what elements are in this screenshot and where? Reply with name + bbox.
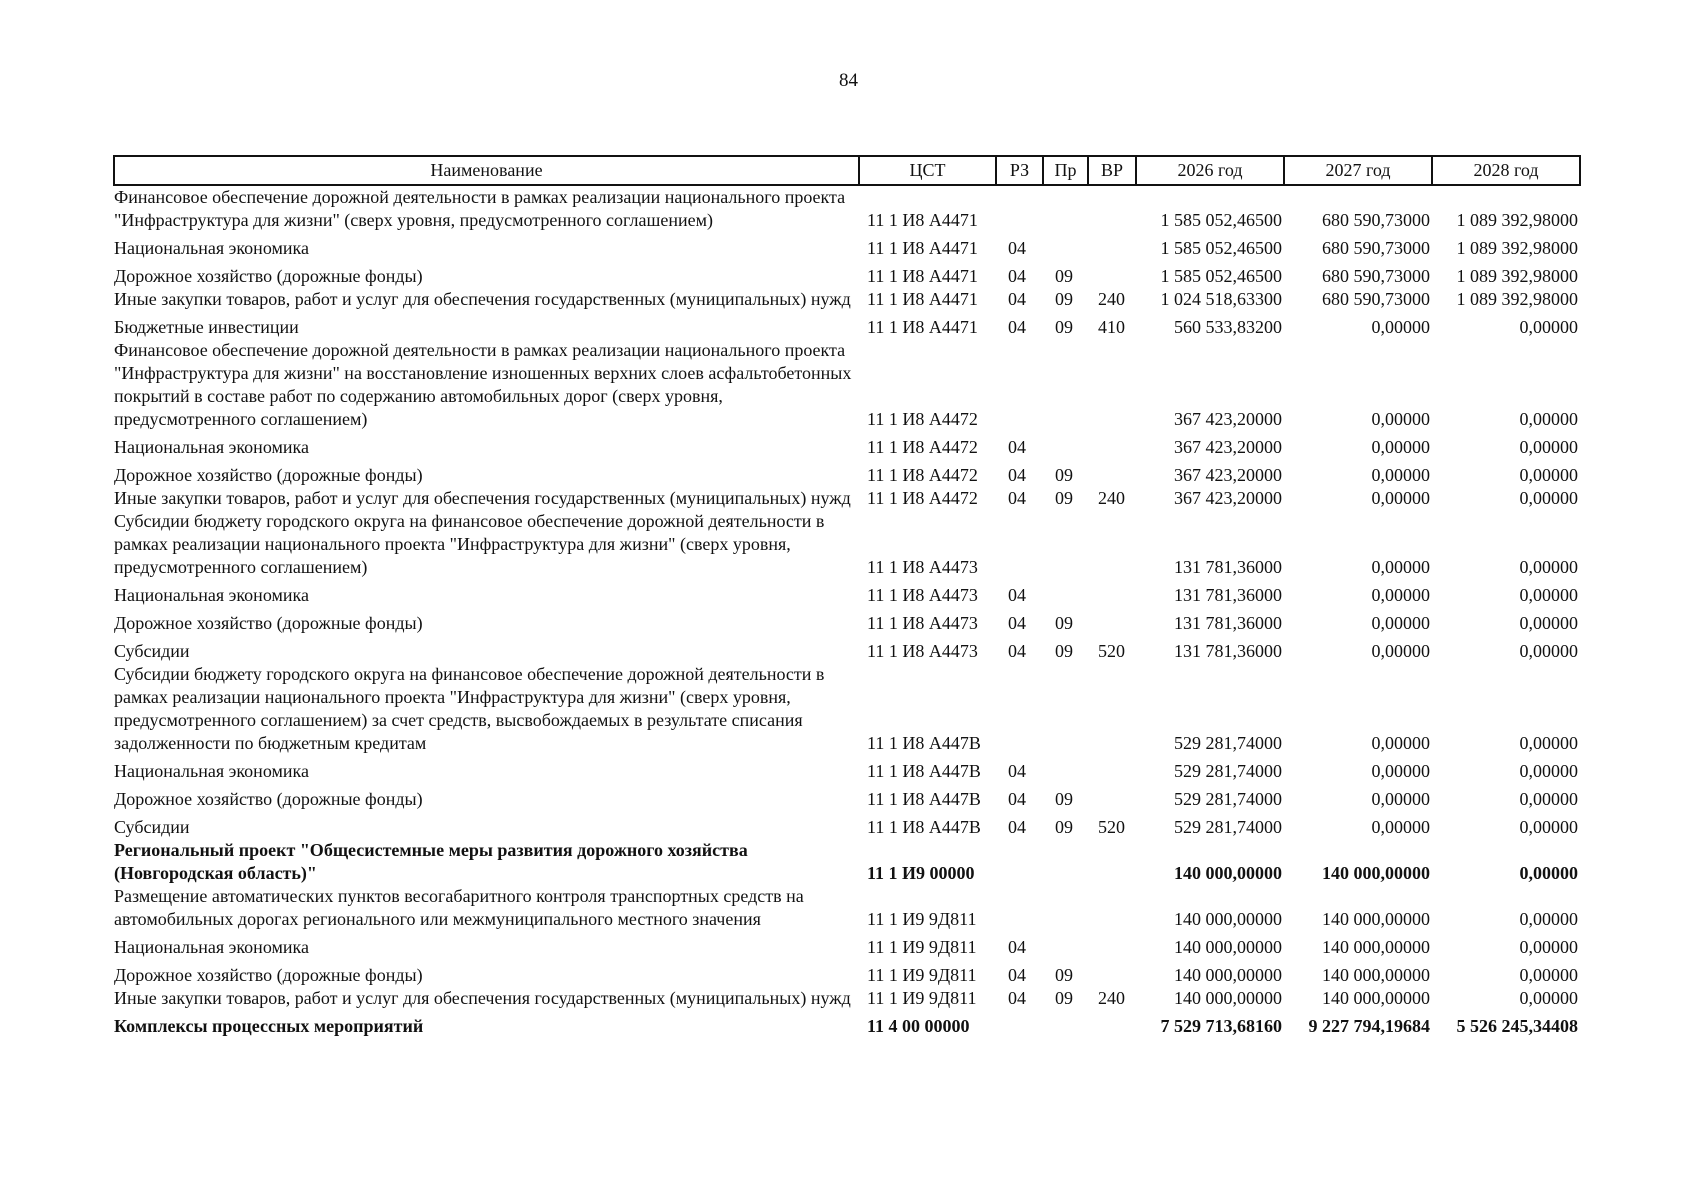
cell-name: Дорожное хозяйство (дорожные фонды) bbox=[114, 965, 423, 985]
cell-name: Бюджетные инвестиции bbox=[114, 317, 299, 337]
cell-name: Субсидии бюджету городского округа на финансовое обеспечение дорожной деятельности в рамках реализации национального проекта "Инфраструктура для жизни" (сверх уровня, предусмотренного соглашением) за счет средств, высвобождаемых в результате списания задолженности по бюджетным кредитам bbox=[114, 664, 825, 753]
header-rz: РЗ bbox=[996, 156, 1043, 185]
table-row bbox=[114, 839, 1580, 885]
cell-vr bbox=[1088, 510, 1136, 579]
cell-2026: 131 781,36000 bbox=[1174, 585, 1282, 605]
cell-2027: 0,00000 bbox=[1371, 488, 1430, 508]
table-body bbox=[114, 185, 1580, 1038]
cell-pr bbox=[1043, 663, 1088, 755]
cell-rz bbox=[996, 185, 1043, 232]
cell-rz bbox=[996, 663, 1043, 755]
cell-2027: 140 000,00000 bbox=[1322, 988, 1430, 1008]
cell-2027: 9 227 794,19684 bbox=[1308, 1016, 1430, 1036]
cell-2026: 529 281,74000 bbox=[1174, 733, 1282, 753]
cell-vr: 240 bbox=[1098, 289, 1125, 309]
cell-vr bbox=[1088, 185, 1136, 232]
table-row bbox=[114, 510, 1580, 579]
cell-pr: 09 bbox=[1055, 488, 1073, 508]
cell-2027: 0,00000 bbox=[1371, 585, 1430, 605]
table-row bbox=[114, 959, 1580, 987]
cell-pr bbox=[1043, 931, 1088, 959]
cell-rz: 04 bbox=[1008, 613, 1026, 633]
cell-2027: 0,00000 bbox=[1371, 733, 1430, 753]
cell-rz: 04 bbox=[1008, 488, 1026, 508]
table-row bbox=[114, 311, 1580, 339]
cell-2028: 0,00000 bbox=[1519, 488, 1578, 508]
header-name: Наименование bbox=[114, 156, 859, 185]
cell-vr bbox=[1088, 607, 1136, 635]
cell-cst: 11 1 И8 А4473 bbox=[867, 557, 978, 577]
cell-2027: 0,00000 bbox=[1371, 465, 1430, 485]
cell-name: Дорожное хозяйство (дорожные фонды) bbox=[114, 465, 423, 485]
cell-pr bbox=[1043, 185, 1088, 232]
cell-2026: 131 781,36000 bbox=[1174, 641, 1282, 661]
table-row bbox=[114, 579, 1580, 607]
cell-2028: 0,00000 bbox=[1519, 557, 1578, 577]
cell-rz: 04 bbox=[1008, 465, 1026, 485]
cell-rz: 04 bbox=[1008, 585, 1026, 605]
cell-2026: 140 000,00000 bbox=[1174, 988, 1282, 1008]
table-row bbox=[114, 663, 1580, 755]
cell-2026: 1 585 052,46500 bbox=[1160, 238, 1282, 258]
cell-cst: 11 1 И8 А4473 bbox=[867, 613, 978, 633]
cell-2028: 0,00000 bbox=[1519, 317, 1578, 337]
cell-2026: 367 423,20000 bbox=[1174, 437, 1282, 457]
cell-vr bbox=[1088, 579, 1136, 607]
cell-vr bbox=[1088, 459, 1136, 487]
cell-2026: 529 281,74000 bbox=[1174, 761, 1282, 781]
cell-pr bbox=[1043, 510, 1088, 579]
cell-cst: 11 1 И8 А4472 bbox=[867, 409, 978, 429]
cell-name: Дорожное хозяйство (дорожные фонды) bbox=[114, 789, 423, 809]
cell-2028: 5 526 245,34408 bbox=[1456, 1016, 1578, 1036]
cell-name: Иные закупки товаров, работ и услуг для обеспечения государственных (муниципальных) нужд bbox=[114, 488, 851, 508]
cell-2027: 680 590,73000 bbox=[1322, 266, 1430, 286]
cell-rz: 04 bbox=[1008, 437, 1026, 457]
cell-rz: 04 bbox=[1008, 965, 1026, 985]
cell-pr bbox=[1043, 1010, 1088, 1038]
cell-cst: 11 1 И9 9Д811 bbox=[867, 937, 977, 957]
cell-2026: 140 000,00000 bbox=[1174, 965, 1282, 985]
cell-name: Иные закупки товаров, работ и услуг для обеспечения государственных (муниципальных) нужд bbox=[114, 289, 851, 309]
cell-2027: 680 590,73000 bbox=[1322, 238, 1430, 258]
cell-pr: 09 bbox=[1055, 988, 1073, 1008]
cell-pr bbox=[1043, 885, 1088, 931]
cell-vr: 520 bbox=[1098, 641, 1125, 661]
cell-vr bbox=[1088, 232, 1136, 260]
cell-name: Финансовое обеспечение дорожной деятельности в рамках реализации национального проекта "Инфраструктура для жизни" на восстановление изношенных верхних слоев асфальтобетонных покрытий в составе работ по содержанию автомобильных дорог (сверх уровня, предусмотренного соглашением) bbox=[114, 340, 852, 429]
cell-2027: 680 590,73000 bbox=[1322, 210, 1430, 230]
cell-name: Субсидии bbox=[114, 641, 190, 661]
cell-cst: 11 1 И8 А4473 bbox=[867, 585, 978, 605]
cell-pr bbox=[1043, 839, 1088, 885]
cell-2028: 0,00000 bbox=[1519, 409, 1578, 429]
cell-name: Национальная экономика bbox=[114, 761, 309, 781]
cell-2026: 140 000,00000 bbox=[1174, 863, 1282, 883]
cell-rz: 04 bbox=[1008, 266, 1026, 286]
cell-name: Региональный проект "Общесистемные меры развития дорожного хозяйства (Новгородская область)" bbox=[114, 840, 748, 883]
table-row bbox=[114, 635, 1580, 663]
cell-name: Национальная экономика bbox=[114, 937, 309, 957]
cell-cst: 11 1 И8 А4473 bbox=[867, 641, 978, 661]
cell-2028: 0,00000 bbox=[1519, 909, 1578, 929]
cell-rz: 04 bbox=[1008, 761, 1026, 781]
table-row bbox=[114, 1010, 1580, 1038]
cell-2027: 0,00000 bbox=[1371, 641, 1430, 661]
cell-cst: 11 1 И8 А447В bbox=[867, 817, 981, 837]
cell-2026: 367 423,20000 bbox=[1174, 465, 1282, 485]
table-row bbox=[114, 339, 1580, 431]
cell-name: Иные закупки товаров, работ и услуг для обеспечения государственных (муниципальных) нужд bbox=[114, 988, 851, 1008]
cell-name: Дорожное хозяйство (дорожные фонды) bbox=[114, 266, 423, 286]
cell-2028: 0,00000 bbox=[1519, 437, 1578, 457]
cell-2028: 0,00000 bbox=[1519, 965, 1578, 985]
cell-pr bbox=[1043, 232, 1088, 260]
table-row bbox=[114, 487, 1580, 510]
cell-vr bbox=[1088, 885, 1136, 931]
cell-vr: 520 bbox=[1098, 817, 1125, 837]
cell-cst: 11 1 И9 9Д811 bbox=[867, 909, 977, 929]
cell-2026: 7 529 713,68160 bbox=[1160, 1016, 1282, 1036]
cell-pr bbox=[1043, 755, 1088, 783]
cell-cst: 11 1 И8 А4471 bbox=[867, 289, 978, 309]
cell-cst: 11 1 И8 А447В bbox=[867, 789, 981, 809]
cell-2026: 131 781,36000 bbox=[1174, 613, 1282, 633]
cell-2028: 0,00000 bbox=[1519, 613, 1578, 633]
cell-vr bbox=[1088, 755, 1136, 783]
cell-cst: 11 1 И8 А4471 bbox=[867, 210, 978, 230]
cell-2028: 0,00000 bbox=[1519, 789, 1578, 809]
cell-rz: 04 bbox=[1008, 238, 1026, 258]
budget-table bbox=[113, 155, 1581, 1038]
cell-name: Субсидии бюджету городского округа на финансовое обеспечение дорожной деятельности в рамках реализации национального проекта "Инфраструктура для жизни" (сверх уровня, предусмотренного соглашением) bbox=[114, 511, 825, 577]
cell-2026: 529 281,74000 bbox=[1174, 817, 1282, 837]
cell-2027: 140 000,00000 bbox=[1322, 937, 1430, 957]
cell-name: Субсидии bbox=[114, 817, 190, 837]
cell-2026: 1 585 052,46500 bbox=[1160, 210, 1282, 230]
cell-rz bbox=[996, 1010, 1043, 1038]
cell-name: Размещение автоматических пунктов весогабаритного контроля транспортных средств на автомобильных дорогах регионального или межмуниципального местного значения bbox=[114, 886, 804, 929]
table-row bbox=[114, 232, 1580, 260]
cell-pr: 09 bbox=[1055, 289, 1073, 309]
header-row bbox=[114, 156, 1580, 185]
cell-pr bbox=[1043, 579, 1088, 607]
cell-vr bbox=[1088, 1010, 1136, 1038]
table-row bbox=[114, 783, 1580, 811]
table-row bbox=[114, 755, 1580, 783]
cell-pr: 09 bbox=[1055, 317, 1073, 337]
cell-2028: 1 089 392,98000 bbox=[1456, 210, 1578, 230]
table-row bbox=[114, 459, 1580, 487]
cell-2028: 1 089 392,98000 bbox=[1456, 289, 1578, 309]
cell-cst: 11 1 И9 9Д811 bbox=[867, 965, 977, 985]
cell-rz bbox=[996, 510, 1043, 579]
cell-rz: 04 bbox=[1008, 817, 1026, 837]
table-row bbox=[114, 431, 1580, 459]
cell-cst: 11 1 И9 9Д811 bbox=[867, 988, 977, 1008]
cell-2028: 0,00000 bbox=[1519, 585, 1578, 605]
cell-2027: 140 000,00000 bbox=[1322, 909, 1430, 929]
cell-vr: 410 bbox=[1098, 317, 1125, 337]
cell-rz: 04 bbox=[1008, 641, 1026, 661]
cell-name: Дорожное хозяйство (дорожные фонды) bbox=[114, 613, 423, 633]
table-row bbox=[114, 288, 1580, 311]
cell-pr: 09 bbox=[1055, 965, 1073, 985]
cell-pr bbox=[1043, 339, 1088, 431]
cell-pr: 09 bbox=[1055, 789, 1073, 809]
cell-2028: 1 089 392,98000 bbox=[1456, 238, 1578, 258]
cell-vr bbox=[1088, 431, 1136, 459]
cell-2028: 0,00000 bbox=[1519, 937, 1578, 957]
cell-vr: 240 bbox=[1098, 488, 1125, 508]
cell-vr bbox=[1088, 783, 1136, 811]
cell-cst: 11 1 И8 А4472 bbox=[867, 465, 978, 485]
cell-2026: 131 781,36000 bbox=[1174, 557, 1282, 577]
cell-2027: 0,00000 bbox=[1371, 817, 1430, 837]
table-row bbox=[114, 811, 1580, 839]
cell-2027: 0,00000 bbox=[1371, 437, 1430, 457]
cell-2028: 0,00000 bbox=[1519, 733, 1578, 753]
cell-2026: 367 423,20000 bbox=[1174, 409, 1282, 429]
cell-pr: 09 bbox=[1055, 613, 1073, 633]
cell-vr bbox=[1088, 839, 1136, 885]
cell-rz bbox=[996, 839, 1043, 885]
cell-2027: 140 000,00000 bbox=[1322, 965, 1430, 985]
cell-2028: 0,00000 bbox=[1519, 817, 1578, 837]
cell-2028: 0,00000 bbox=[1519, 465, 1578, 485]
cell-2027: 0,00000 bbox=[1371, 409, 1430, 429]
cell-rz: 04 bbox=[1008, 937, 1026, 957]
cell-rz: 04 bbox=[1008, 988, 1026, 1008]
header-pr: Пр bbox=[1043, 156, 1088, 185]
cell-rz bbox=[996, 885, 1043, 931]
table-row bbox=[114, 607, 1580, 635]
table-row bbox=[114, 931, 1580, 959]
cell-2028: 0,00000 bbox=[1519, 988, 1578, 1008]
cell-name: Комплексы процессных мероприятий bbox=[114, 1016, 424, 1036]
cell-rz bbox=[996, 339, 1043, 431]
cell-2027: 0,00000 bbox=[1371, 557, 1430, 577]
cell-cst: 11 4 00 00000 bbox=[867, 1016, 970, 1036]
table-row bbox=[114, 260, 1580, 288]
cell-cst: 11 1 И8 А4472 bbox=[867, 488, 978, 508]
cell-2027: 0,00000 bbox=[1371, 789, 1430, 809]
cell-2026: 140 000,00000 bbox=[1174, 909, 1282, 929]
cell-pr bbox=[1043, 431, 1088, 459]
page-number: 84 bbox=[839, 70, 858, 91]
cell-name: Национальная экономика bbox=[114, 238, 309, 258]
cell-rz: 04 bbox=[1008, 289, 1026, 309]
cell-pr: 09 bbox=[1055, 641, 1073, 661]
cell-pr: 09 bbox=[1055, 465, 1073, 485]
cell-cst: 11 1 И8 А4471 bbox=[867, 238, 978, 258]
cell-name: Финансовое обеспечение дорожной деятельности в рамках реализации национального проекта "Инфраструктура для жизни" (сверх уровня, предусмотренного соглашением) bbox=[114, 187, 846, 230]
cell-vr bbox=[1088, 959, 1136, 987]
header-2028: 2028 год bbox=[1432, 156, 1580, 185]
cell-name: Национальная экономика bbox=[114, 437, 309, 457]
cell-2026: 140 000,00000 bbox=[1174, 937, 1282, 957]
cell-name: Национальная экономика bbox=[114, 585, 309, 605]
table-row bbox=[114, 987, 1580, 1010]
cell-pr: 09 bbox=[1055, 817, 1073, 837]
cell-2027: 0,00000 bbox=[1371, 317, 1430, 337]
header-2027: 2027 год bbox=[1284, 156, 1432, 185]
header-cst: ЦСТ bbox=[859, 156, 996, 185]
header-2026: 2026 год bbox=[1136, 156, 1284, 185]
cell-2027: 680 590,73000 bbox=[1322, 289, 1430, 309]
cell-2028: 0,00000 bbox=[1519, 641, 1578, 661]
cell-cst: 11 1 И8 А4471 bbox=[867, 266, 978, 286]
cell-cst: 11 1 И8 А447В bbox=[867, 761, 981, 781]
cell-cst: 11 1 И8 А447В bbox=[867, 733, 981, 753]
cell-cst: 11 1 И9 00000 bbox=[867, 863, 975, 883]
cell-rz: 04 bbox=[1008, 789, 1026, 809]
cell-2026: 1 585 052,46500 bbox=[1160, 266, 1282, 286]
cell-vr: 240 bbox=[1098, 988, 1125, 1008]
cell-2026: 560 533,83200 bbox=[1174, 317, 1282, 337]
header-vr: ВР bbox=[1088, 156, 1136, 185]
cell-vr bbox=[1088, 663, 1136, 755]
cell-cst: 11 1 И8 А4471 bbox=[867, 317, 978, 337]
cell-2028: 1 089 392,98000 bbox=[1456, 266, 1578, 286]
cell-vr bbox=[1088, 260, 1136, 288]
cell-2028: 0,00000 bbox=[1519, 761, 1578, 781]
cell-rz: 04 bbox=[1008, 317, 1026, 337]
cell-vr bbox=[1088, 339, 1136, 431]
cell-2028: 0,00000 bbox=[1519, 863, 1578, 883]
cell-vr bbox=[1088, 931, 1136, 959]
table-header bbox=[114, 156, 1580, 185]
cell-2027: 0,00000 bbox=[1371, 613, 1430, 633]
cell-cst: 11 1 И8 А4472 bbox=[867, 437, 978, 457]
cell-2026: 367 423,20000 bbox=[1174, 488, 1282, 508]
cell-2026: 529 281,74000 bbox=[1174, 789, 1282, 809]
table-row bbox=[114, 185, 1580, 232]
cell-pr: 09 bbox=[1055, 266, 1073, 286]
cell-2026: 1 024 518,63300 bbox=[1160, 289, 1282, 309]
table-row bbox=[114, 885, 1580, 931]
cell-2027: 0,00000 bbox=[1371, 761, 1430, 781]
cell-2027: 140 000,00000 bbox=[1322, 863, 1430, 883]
